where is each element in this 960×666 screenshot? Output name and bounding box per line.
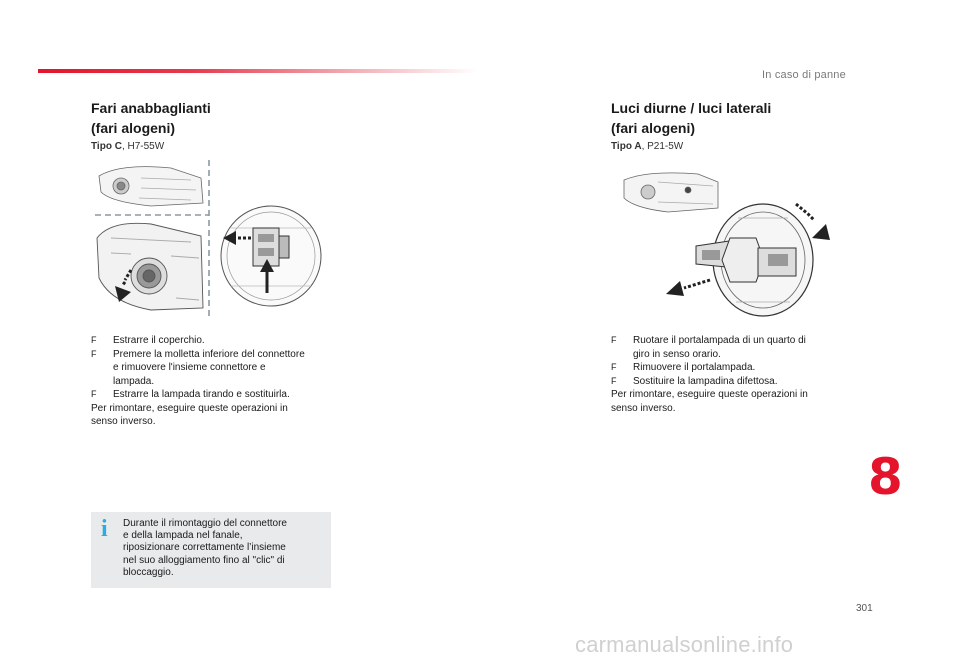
left-step — [91, 348, 341, 362]
right-type-label: Tipo A — [611, 141, 642, 152]
right-type-value: , P21-5W — [641, 141, 684, 152]
step-bullet: F — [611, 362, 617, 372]
right-title-line2: (fari alogeni) — [611, 120, 696, 136]
step-text: Ruotare il portalampada di un quarto di — [633, 335, 806, 346]
step-text: e rimuovere l'insieme connettore e — [113, 362, 266, 373]
arrow-left-out-icon — [666, 280, 710, 296]
step-bullet: F — [91, 389, 97, 399]
left-title-line2: (fari alogeni) — [91, 120, 176, 136]
footer-watermark: carmanualsonline.info — [575, 632, 794, 657]
left-step — [91, 334, 341, 348]
step-text: Rimuovere il portalampada. — [633, 362, 756, 373]
info-line: bloccaggio. — [123, 566, 174, 578]
step-bullet: F — [611, 375, 617, 386]
right-bulb-type — [611, 141, 683, 152]
info-line: riposizionare correttamente l’insieme — [123, 542, 286, 554]
info-line: e della lampada nel fanale, — [123, 530, 243, 542]
right-step — [611, 334, 861, 348]
left-step — [91, 388, 341, 402]
daytime-light-illustration — [618, 168, 838, 318]
headlamp-drawing — [624, 173, 718, 212]
left-title-line1: Fari anabbaglianti — [91, 100, 211, 116]
headlamp-large-drawing — [97, 223, 203, 310]
left-heading — [91, 98, 341, 138]
step-bullet: F — [91, 348, 97, 359]
headlamp-small-drawing — [99, 167, 203, 206]
info-line: Durante il rimontaggio del connettore — [123, 518, 287, 529]
connector-detail-drawing — [221, 206, 321, 306]
step-text: giro in senso orario. — [633, 348, 721, 360]
right-closing-line: senso inverso. — [611, 402, 676, 414]
right-step — [611, 348, 861, 362]
left-type-label: Tipo C — [91, 141, 122, 152]
step-text: Estrarre la lampada tirando e sostituirla. — [113, 389, 290, 400]
step-bullet: F — [91, 335, 97, 345]
section-title: In caso di panne — [762, 69, 846, 81]
step-text: Estrarre il coperchio. — [113, 335, 205, 346]
info-line: nel suo alloggiamento fino al "clic" di — [123, 554, 285, 566]
low-beam-illustration — [91, 158, 331, 323]
step-bullet: F — [611, 335, 617, 345]
info-note-box — [91, 512, 331, 588]
left-closing-line: Per rimontare, eseguire queste operazioni in — [91, 402, 288, 414]
info-note-text — [123, 518, 323, 579]
page-number: 301 — [856, 603, 873, 614]
right-closing-line: Per rimontare, eseguire queste operazioni in — [611, 389, 808, 400]
step-text: lampada. — [113, 375, 155, 387]
left-bulb-type — [91, 141, 164, 152]
right-title-line1: Luci diurne / luci laterali — [611, 100, 772, 116]
header-accent-bar — [38, 69, 478, 73]
right-step — [611, 361, 861, 375]
left-step — [91, 375, 341, 389]
left-closing-line: senso inverso. — [91, 416, 156, 427]
chapter-number: 8 — [868, 448, 903, 506]
left-type-value: , H7-55W — [121, 141, 165, 152]
right-step — [611, 375, 861, 389]
right-steps — [611, 334, 861, 415]
left-steps — [91, 334, 341, 429]
bulb-holder-drawing — [696, 204, 813, 316]
right-heading — [611, 98, 861, 138]
left-step — [91, 361, 341, 375]
step-text: Sostituire la lampadina difettosa. — [633, 375, 778, 387]
info-icon: i — [101, 516, 108, 542]
step-text: Premere la molletta inferiore del connettore — [113, 348, 305, 360]
